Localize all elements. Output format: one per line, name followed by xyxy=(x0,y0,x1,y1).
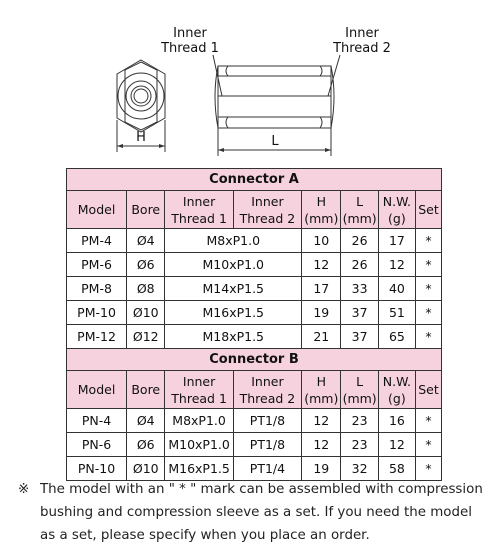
cell-h: 12 xyxy=(302,433,341,457)
table-row xyxy=(67,229,442,253)
cell-set: * xyxy=(416,253,442,277)
col-header-inner-thread-2: Inner Thread 2 xyxy=(233,371,301,409)
cell-set: * xyxy=(416,277,442,301)
col-header-bore: Bore xyxy=(127,191,165,229)
cell-l: 37 xyxy=(341,301,378,325)
col-header-h: H (mm) xyxy=(302,371,341,409)
cell-model: PM-8 xyxy=(67,277,127,301)
cell-model: PN-4 xyxy=(67,409,127,433)
dimension-l-label: L xyxy=(271,134,279,149)
spec-table xyxy=(66,168,442,481)
cell-nw: 51 xyxy=(378,301,415,325)
cell-thread: M8xP1.0 xyxy=(165,229,302,253)
cell-thread-1: M16xP1.5 xyxy=(165,457,233,481)
cell-thread: M18xP1.5 xyxy=(165,325,302,349)
cell-l: 33 xyxy=(341,277,378,301)
cell-model: PM-4 xyxy=(67,229,127,253)
cell-h: 19 xyxy=(302,301,341,325)
table-row xyxy=(67,253,442,277)
col-header-h: H (mm) xyxy=(302,191,341,229)
footnote-line-2: bushing and compression sleeve as a set. If you need the model xyxy=(40,505,472,520)
cell-set: * xyxy=(416,325,442,349)
connector-b-title-row xyxy=(67,349,442,371)
cell-nw: 16 xyxy=(378,409,415,433)
footnote-line-1: The model with an " * " mark can be assembled with compression xyxy=(40,482,483,497)
cell-set: * xyxy=(416,433,442,457)
cell-thread: M10xP1.0 xyxy=(165,253,302,277)
cell-l: 32 xyxy=(341,457,378,481)
cell-model: PM-6 xyxy=(67,253,127,277)
technical-drawing xyxy=(0,0,504,160)
cell-h: 17 xyxy=(302,277,341,301)
cell-h: 10 xyxy=(302,229,341,253)
col-header-nw: N.W. (g) xyxy=(378,191,415,229)
cell-model: PM-10 xyxy=(67,301,127,325)
cell-l: 23 xyxy=(341,409,378,433)
col-header-set: Set xyxy=(416,371,442,409)
cell-thread-2: PT1/8 xyxy=(233,433,301,457)
cell-set: * xyxy=(416,409,442,433)
col-header-inner-thread-1: Inner Thread 1 xyxy=(165,191,233,229)
cell-nw: 17 xyxy=(378,229,415,253)
cell-bore: Ø8 xyxy=(127,277,165,301)
label-inner-thread-2: Inner Thread 2 xyxy=(333,26,391,56)
dimension-h-label: H xyxy=(136,130,146,145)
cell-thread: M14xP1.5 xyxy=(165,277,302,301)
cell-set: * xyxy=(416,301,442,325)
cell-h: 12 xyxy=(302,409,341,433)
col-header-inner-thread-1: Inner Thread 1 xyxy=(165,371,233,409)
col-header-model: Model xyxy=(67,371,127,409)
table-row xyxy=(67,433,442,457)
col-header-nw: N.W. (g) xyxy=(378,371,415,409)
cell-thread: M16xP1.5 xyxy=(165,301,302,325)
cell-model: PM-12 xyxy=(67,325,127,349)
cell-l: 37 xyxy=(341,325,378,349)
connector-drawing-svg xyxy=(0,0,504,160)
cell-model: PN-6 xyxy=(67,433,127,457)
footnote-line-3: as a set, please specify when you place an order. xyxy=(40,528,370,543)
connector-a-title-row xyxy=(67,169,442,191)
connector-b-title: Connector B xyxy=(67,349,442,371)
footnote xyxy=(18,478,498,547)
table-row xyxy=(67,277,442,301)
cell-h: 19 xyxy=(302,457,341,481)
cell-thread-1: M8xP1.0 xyxy=(165,409,233,433)
cell-l: 26 xyxy=(341,229,378,253)
cell-bore: Ø10 xyxy=(127,301,165,325)
cell-set: * xyxy=(416,457,442,481)
cell-bore: Ø6 xyxy=(127,433,165,457)
cell-thread-2: PT1/4 xyxy=(233,457,301,481)
cell-nw: 12 xyxy=(378,253,415,277)
cell-thread-1: M10xP1.0 xyxy=(165,433,233,457)
cell-thread-2: PT1/8 xyxy=(233,409,301,433)
cell-nw: 12 xyxy=(378,433,415,457)
table-row xyxy=(67,409,442,433)
col-header-bore: Bore xyxy=(127,371,165,409)
cell-l: 26 xyxy=(341,253,378,277)
cell-nw: 58 xyxy=(378,457,415,481)
col-header-model: Model xyxy=(67,191,127,229)
connector-b-header-row xyxy=(67,371,442,409)
cell-h: 12 xyxy=(302,253,341,277)
cell-bore: Ø10 xyxy=(127,457,165,481)
table-row xyxy=(67,301,442,325)
cell-bore: Ø6 xyxy=(127,253,165,277)
col-header-inner-thread-2: Inner Thread 2 xyxy=(233,191,301,229)
col-header-l: L (mm) xyxy=(341,371,378,409)
reference-mark-icon: ※ xyxy=(18,482,30,497)
col-header-l: L (mm) xyxy=(341,191,378,229)
cell-h: 21 xyxy=(302,325,341,349)
cell-l: 23 xyxy=(341,433,378,457)
table-row xyxy=(67,457,442,481)
cell-nw: 40 xyxy=(378,277,415,301)
connector-a-header-row xyxy=(67,191,442,229)
label-inner-thread-1: Inner Thread 1 xyxy=(161,26,219,56)
cell-model: PN-10 xyxy=(67,457,127,481)
table-row xyxy=(67,325,442,349)
cell-bore: Ø4 xyxy=(127,409,165,433)
col-header-set: Set xyxy=(416,191,442,229)
cell-bore: Ø4 xyxy=(127,229,165,253)
cell-nw: 65 xyxy=(378,325,415,349)
hex-end-view xyxy=(125,62,157,130)
cell-set: * xyxy=(416,229,442,253)
cell-bore: Ø12 xyxy=(127,325,165,349)
connector-a-title: Connector A xyxy=(67,169,442,191)
